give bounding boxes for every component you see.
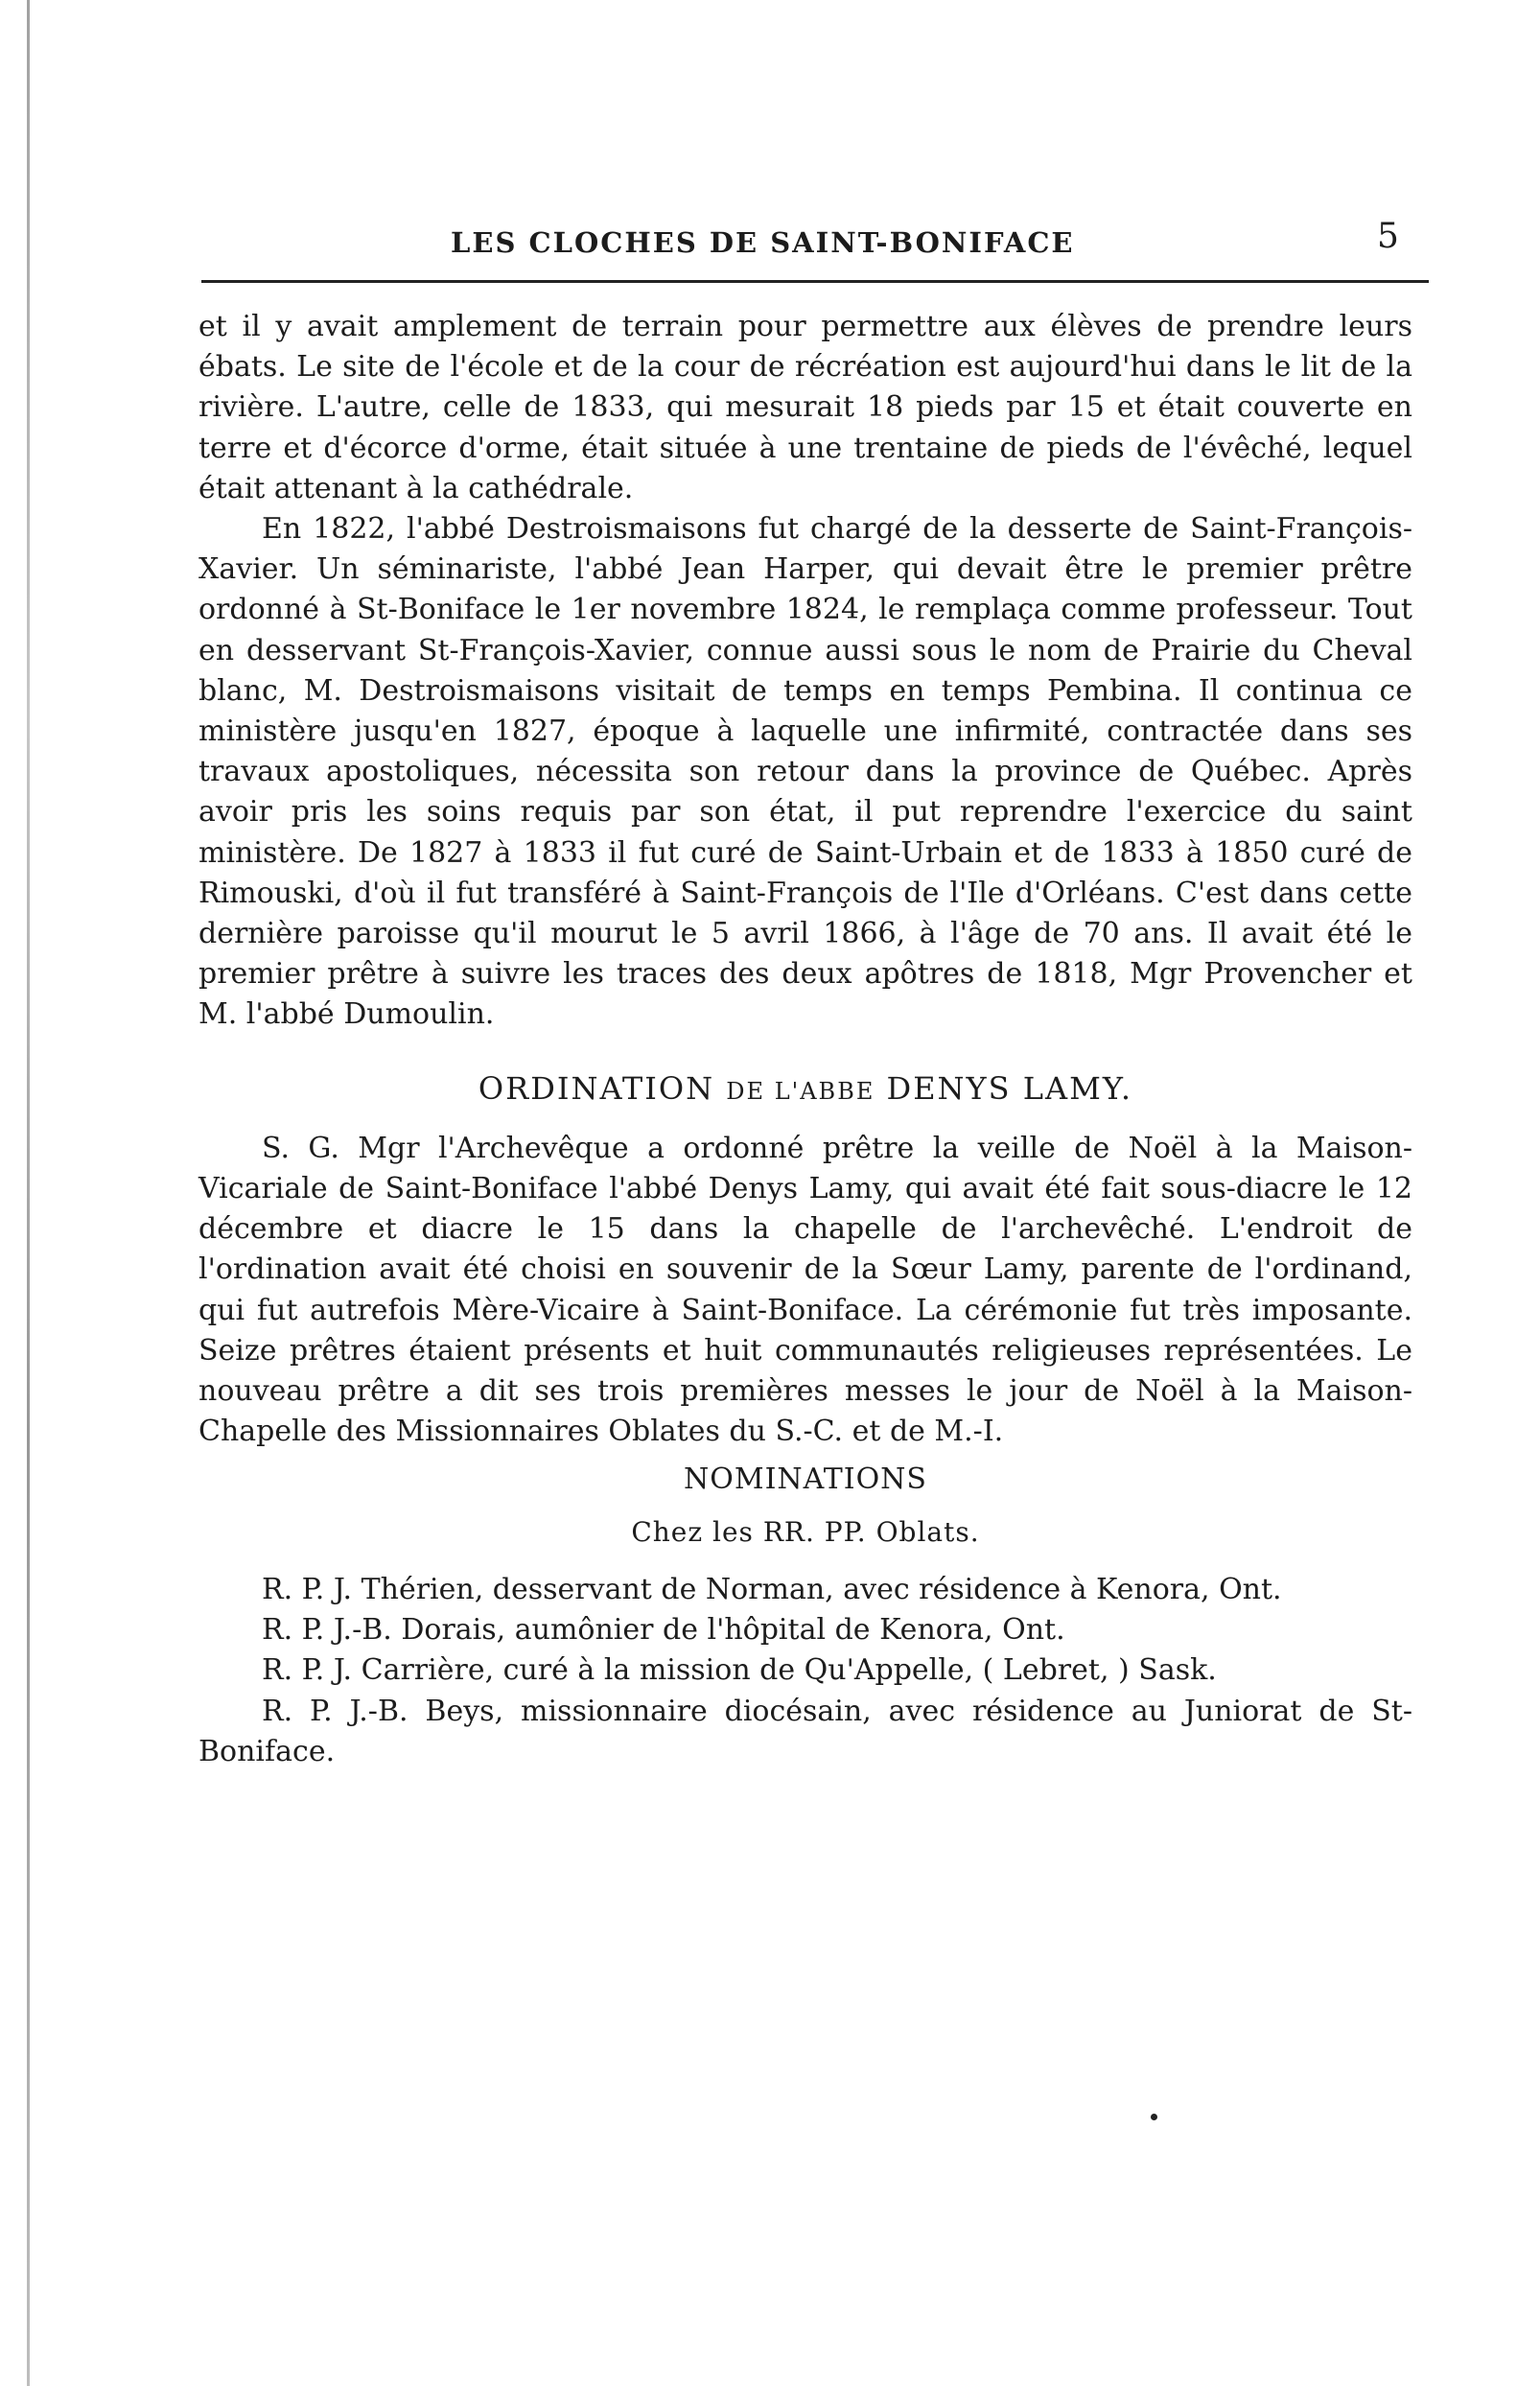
nomination-item: R. P. J. Thérien, desservant de Norman, avec résidence à Kenora, Ont. — [262, 1572, 1282, 1606]
page-binding-edge — [27, 0, 30, 2386]
paragraph-destroismaisons: En 1822, l'abbé Destroismaisons fut chargé de la desserte de Saint-François-Xavier. Un séminariste, l'abbé Jean Harper, qui devait être le premier prêtre ordonné à St-Boniface le 1er novembre 1824, le remplaça comme professeur. Tout en desservant St-François-Xavier, connue aussi sous le nom de Prairie du Cheval blanc, M. Destroismaisons visitait de temps en temps Pembina. Il continua ce ministère jusqu'en 1827, époque à laquelle une infirmité, contractée dans ses travaux apostoliques, nécessita son retour dans la province de Québec. Après avoir pris les soins requis par son état, il put reprendre l'exercice du saint ministère. De 1827 à 1833 il fut curé de Saint-Urbain et de 1833 à 1850 curé de Rimouski, d'où il fut transféré à Saint-François de l'Ile d'Orléans. C'est dans cette dernière paroisse qu'il mourut le 5 avril 1866, à l'âge de 70 ans. Il avait été le premier prêtre à suivre les traces des deux apôtres de 1818, Mgr Provencher et M. l'abbé Dumoulin. — [198, 512, 1412, 1032]
ordination-heading-main: ORDINATION — [478, 1069, 715, 1107]
nomination-item: R. P. J. Carrière, curé à la mission de Qu'Appelle, ( Lebret, ) Sask. — [262, 1653, 1217, 1688]
nomination-item: R. P. J.-B. Dorais, aumônier de l'hôpital de Kenora, Ont. — [262, 1613, 1065, 1648]
page-body — [198, 307, 1412, 1772]
ordination-heading — [198, 1068, 1412, 1111]
page-number: 5 — [1377, 217, 1399, 256]
nominations-subheading: Chez les RR. PP. Oblats. — [631, 1515, 980, 1548]
paragraph-continuation: et il y avait amplement de terrain pour permettre aux élèves de prendre leurs ébats. Le site de l'école et de la cour de récréation est aujourd'hui dans le lit de la rivière. L'autre, celle de 1833, qui mesurait 18 pieds par 15 et était couverte en terre et d'écorce d'orme, était située à une trentaine de pieds de l'évêché, lequel était attenant à la cathédrale. — [198, 310, 1412, 505]
ordination-paragraph: S. G. Mgr l'Archevêque a ordonné prêtre la veille de Noël à la Maison-Vicariale de Saint-Boniface l'abbé Denys Lamy, qui avait été fait sous-diacre le 12 décembre et diacre le 15 dans la chapelle de l'archevêché. L'endroit de l'ordination avait été choisi en souvenir de la Sœur Lamy, parente de l'ordinand, qui fut autrefois Mère-Vicaire à Saint-Boniface. La cérémonie fut très imposante. Seize prêtres étaient présents et huit communautés religieuses représentées. Le nouveau prêtre a dit ses trois premières messes le jour de Noël à la Maison-Chapelle des Missionnaires Oblates du S.-C. et de M.-I. — [198, 1131, 1412, 1449]
nominations-heading: NOMINATIONS — [684, 1462, 927, 1497]
stray-ink-dot — [1151, 2114, 1157, 2120]
header-rule — [201, 280, 1429, 283]
ordination-heading-name: DENYS LAMY. — [886, 1069, 1133, 1107]
nomination-item: R. P. J.-B. Beys, missionnaire diocésain, avec résidence au Juniorat de St-Boniface. — [198, 1694, 1412, 1768]
ordination-heading-small: DE L'ABBE — [726, 1077, 875, 1105]
running-title: LES CLOCHES DE SAINT-BONIFACE — [451, 226, 1075, 259]
